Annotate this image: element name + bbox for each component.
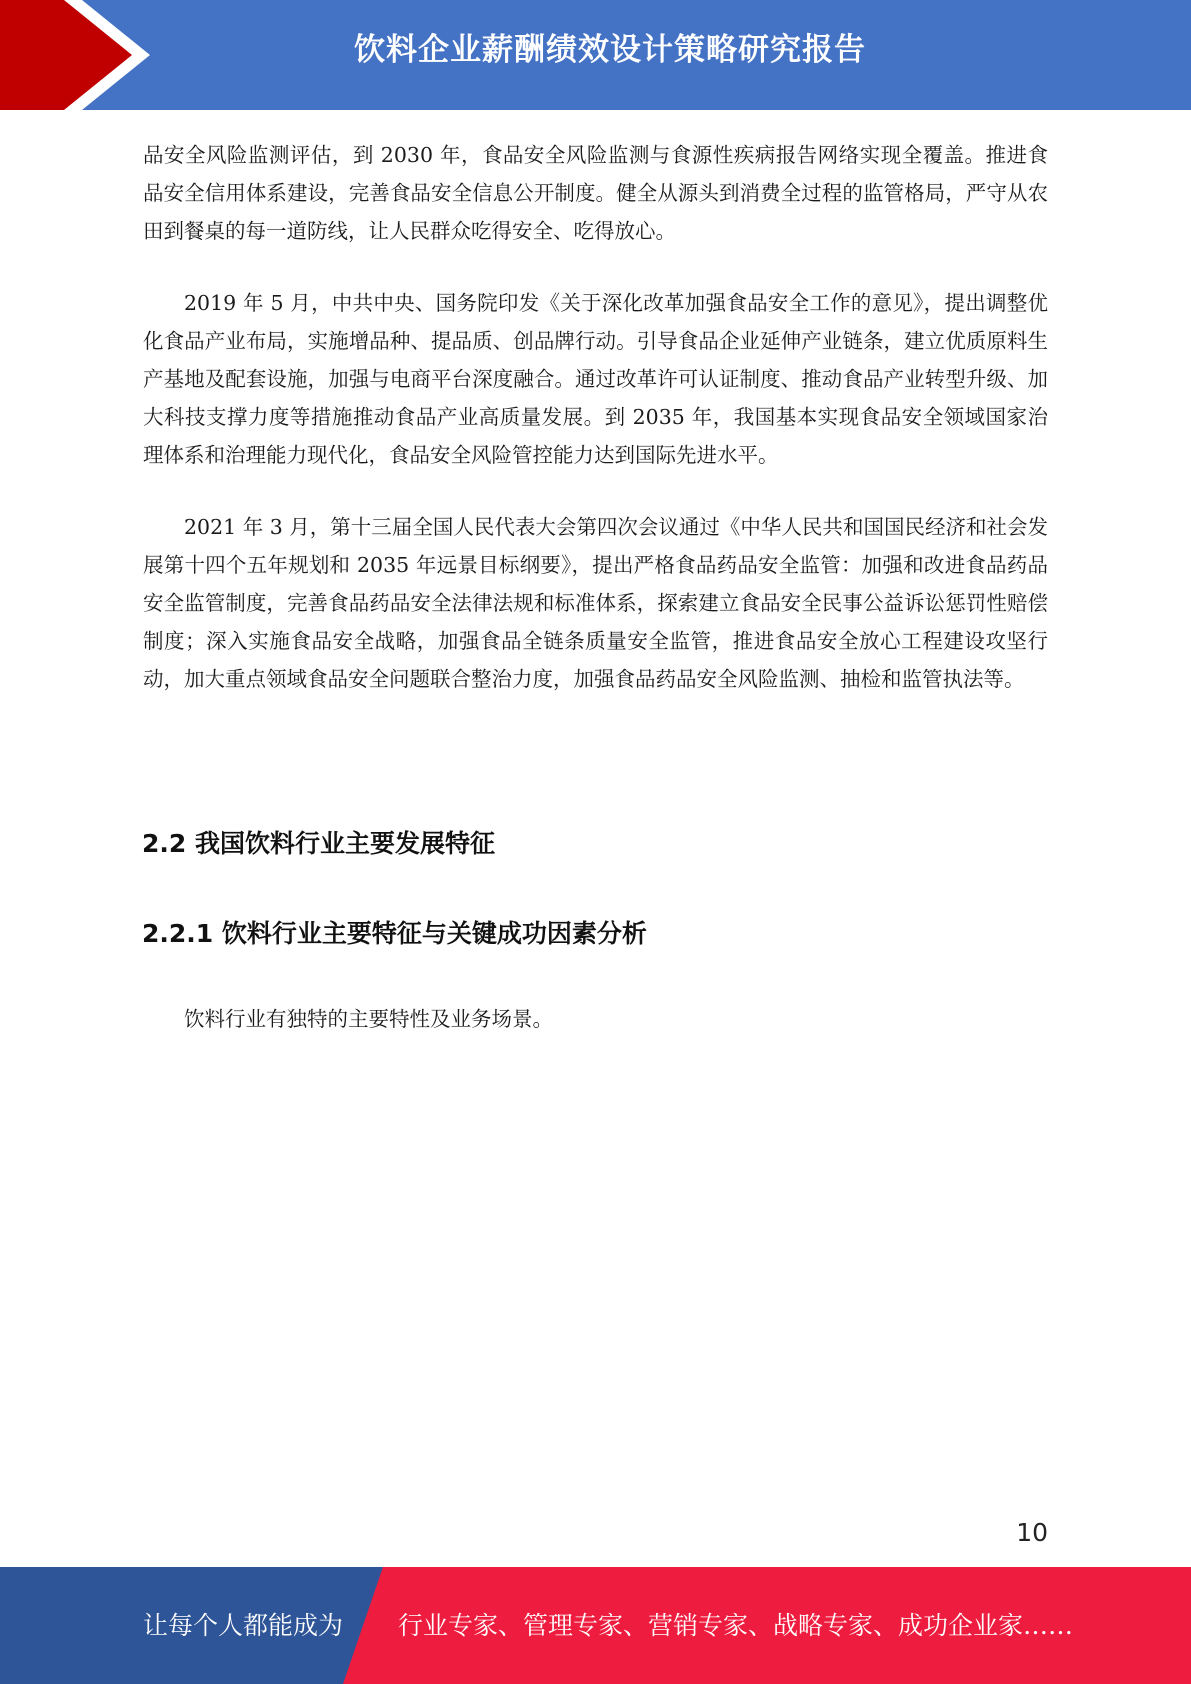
section-intro-text: 饮料行业有独特的主要特性及业务场景。 bbox=[184, 1007, 553, 1031]
page-header bbox=[0, 0, 1191, 110]
page-number: 10 bbox=[1016, 1518, 1048, 1547]
footer-slogan-right: 行业专家、管理专家、营销专家、战略专家、成功企业家…… bbox=[398, 1611, 1074, 1640]
section-heading: 2.2 我国饮料行业主要发展特征 bbox=[142, 829, 495, 858]
page-footer bbox=[0, 1567, 1191, 1684]
subsection-heading: 2.2.1 饮料行业主要特征与关键成功因素分析 bbox=[142, 919, 647, 948]
body-paragraph-3: 2021 年 3 月，第十三届全国人民代表大会第四次会议通过《中华人民共和国国民经济和社会发展第十四个五年规划和 2035 年远景目标纲要》，提出严格食品药品安全监管：加强和改进食品药品安全监管制度，完善食品药品安全法律法规和标准体系，探索建立食品安全民事公益诉讼惩罚性赔偿制度；深入实施食品安全战略，加强食品全链条质量安全监管，推进食品安全放心工程建设攻坚行动，加大重点领域食品安全问题联合整治力度，加强食品药品安全风险监测、抽检和监管执法等。 bbox=[143, 515, 1048, 691]
report-title: 饮料企业薪酬绩效设计策略研究报告 bbox=[354, 32, 866, 68]
body-paragraph-1: 品安全风险监测评估，到 2030 年，食品安全风险监测与食源性疾病报告网络实现全覆盖。推进食品安全信用体系建设，完善食品安全信息公开制度。健全从源头到消费全过程的监管格局，严守从农田到餐桌的每一道防线，让人民群众吃得安全、吃得放心。 bbox=[143, 143, 1048, 243]
footer-slogan-left: 让每个人都能成为 bbox=[143, 1611, 344, 1640]
body-paragraph-2: 2019 年 5 月，中共中央、国务院印发《关于深化改革加强食品安全工作的意见》，提出调整优化食品产业布局，实施增品种、提品质、创品牌行动。引导食品企业延伸产业链条，建立优质原料生产基地及配套设施，加强与电商平台深度融合。通过改革许可认证制度、推动食品产业转型升级、加大科技支撑力度等措施推动食品产业高质量发展。到 2035 年，我国基本实现食品安全领域国家治理体系和治理能力现代化，食品安全风险管控能力达到国际先进水平。 bbox=[143, 291, 1048, 467]
body-content bbox=[143, 136, 1048, 698]
